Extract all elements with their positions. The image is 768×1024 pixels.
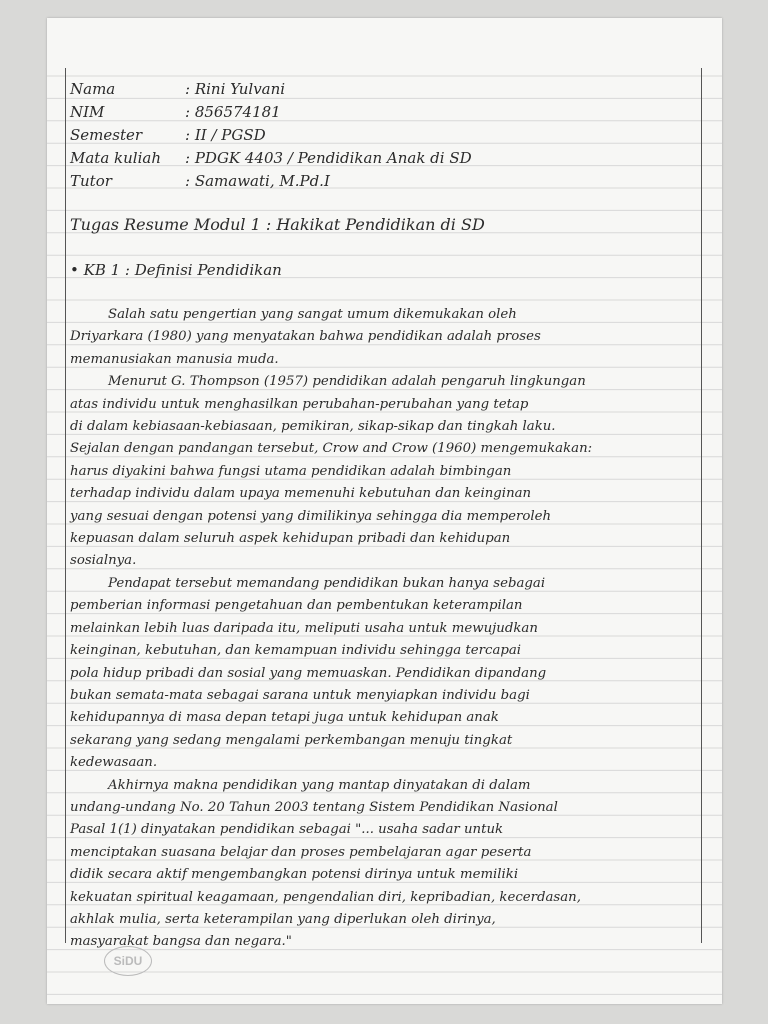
paragraph-line: sekarang yang sedang mengalami perkembangan menuju tingkat bbox=[70, 732, 513, 748]
paragraph-line: atas individu untuk menghasilkan perubahan-perubahan yang tetap bbox=[70, 396, 529, 412]
paragraph-line: Pendapat tersebut memandang pendidikan bukan hanya sebagai bbox=[108, 575, 546, 591]
paragraph-line: Pasal 1(1) dinyatakan pendidikan sebagai "... usaha sadar untuk bbox=[70, 822, 504, 838]
paragraph-line: kepuasan dalam seluruh aspek kehidupan pribadi dan kehidupan bbox=[70, 531, 511, 547]
paragraph-line: memanusiakan manusia muda. bbox=[70, 351, 279, 367]
left-margin-line bbox=[65, 68, 66, 943]
body-text bbox=[70, 304, 695, 954]
paragraph-line: menciptakan suasana belajar dan proses pembelajaran agar peserta bbox=[70, 844, 532, 860]
paragraph-line: melainkan lebih luas daripada itu, meliputi usaha untuk mewujudkan bbox=[70, 620, 538, 636]
section-heading: • KB 1 : Definisi Pendidikan bbox=[70, 261, 282, 279]
paragraph-line: Driyarkara (1980) yang menyatakan bahwa pendidikan adalah proses bbox=[70, 329, 541, 345]
paragraph-line: harus diyakini bahwa fungsi utama pendidikan adalah bimbingan bbox=[70, 463, 512, 479]
paragraph-line: masyarakat bangsa dan negara." bbox=[70, 934, 292, 950]
paragraph-line: pemberian informasi pengetahuan dan pembentukan keterampilan bbox=[70, 598, 523, 614]
paragraph-line: di dalam kebiasaan-kebiasaan, pemikiran, sikap-sikap dan tingkah laku. bbox=[70, 419, 556, 435]
paragraph-line: undang-undang No. 20 Tahun 2003 tentang Sistem Pendidikan Nasional bbox=[70, 799, 558, 815]
notebook-page bbox=[47, 18, 722, 1004]
paragraph-line: keinginan, kebutuhan, dan kemampuan individu sehingga tercapai bbox=[70, 643, 522, 659]
paragraph-line: kedewasaan. bbox=[70, 755, 158, 771]
paragraph-line: Menurut G. Thompson (1957) pendidikan adalah pengaruh lingkungan bbox=[108, 374, 586, 390]
paragraph-line: akhlak mulia, serta keterampilan yang diperlukan oleh dirinya, bbox=[70, 911, 496, 927]
right-margin-line bbox=[701, 68, 702, 943]
header-nim: NIM : 856574181 bbox=[70, 103, 281, 121]
paragraph-line: didik secara aktif mengembangkan potensi dirinya untuk memiliki bbox=[70, 867, 519, 883]
header-tutor: Tutor : Samawati, M.Pd.I bbox=[70, 172, 330, 190]
paragraph-line: sosialnya. bbox=[70, 553, 137, 569]
paragraph-line: Salah satu pengertian yang sangat umum dikemukakan oleh bbox=[108, 307, 517, 322]
paragraph-line: terhadap individu dalam upaya memenuhi kebutuhan dan keinginan bbox=[70, 486, 532, 502]
paragraph-line: kehidupannya di masa depan tetapi juga untuk kehidupan anak bbox=[70, 710, 499, 726]
header-mata-kuliah: Mata kuliah : PDGK 4403 / Pendidikan Anak di SD bbox=[70, 149, 472, 167]
paragraph-line: kekuatan spiritual keagamaan, pengendalian diri, kepribadian, kecerdasan, bbox=[70, 889, 581, 905]
paragraph-line: Sejalan dengan pandangan tersebut, Crow and Crow (1960) mengemukakan: bbox=[70, 441, 593, 457]
paragraph-line: Akhirnya makna pendidikan yang mantap dinyatakan di dalam bbox=[108, 777, 531, 793]
paragraph-line: pola hidup pribadi dan sosial yang memuaskan. Pendidikan dipandang bbox=[70, 665, 547, 681]
paragraph-line: bukan semata-mata sebagai sarana untuk menyiapkan individu bagi bbox=[70, 687, 530, 703]
header-name: Nama : Rini Yulvani bbox=[70, 80, 286, 98]
header-semester: Semester : II / PGSD bbox=[70, 126, 266, 144]
assignment-title: Tugas Resume Modul 1 : Hakikat Pendidikan di SD bbox=[70, 215, 485, 234]
sidu-logo: SiDU bbox=[104, 946, 152, 976]
paragraph-line: yang sesuai dengan potensi yang dimilikinya sehingga dia memperoleh bbox=[70, 508, 552, 524]
